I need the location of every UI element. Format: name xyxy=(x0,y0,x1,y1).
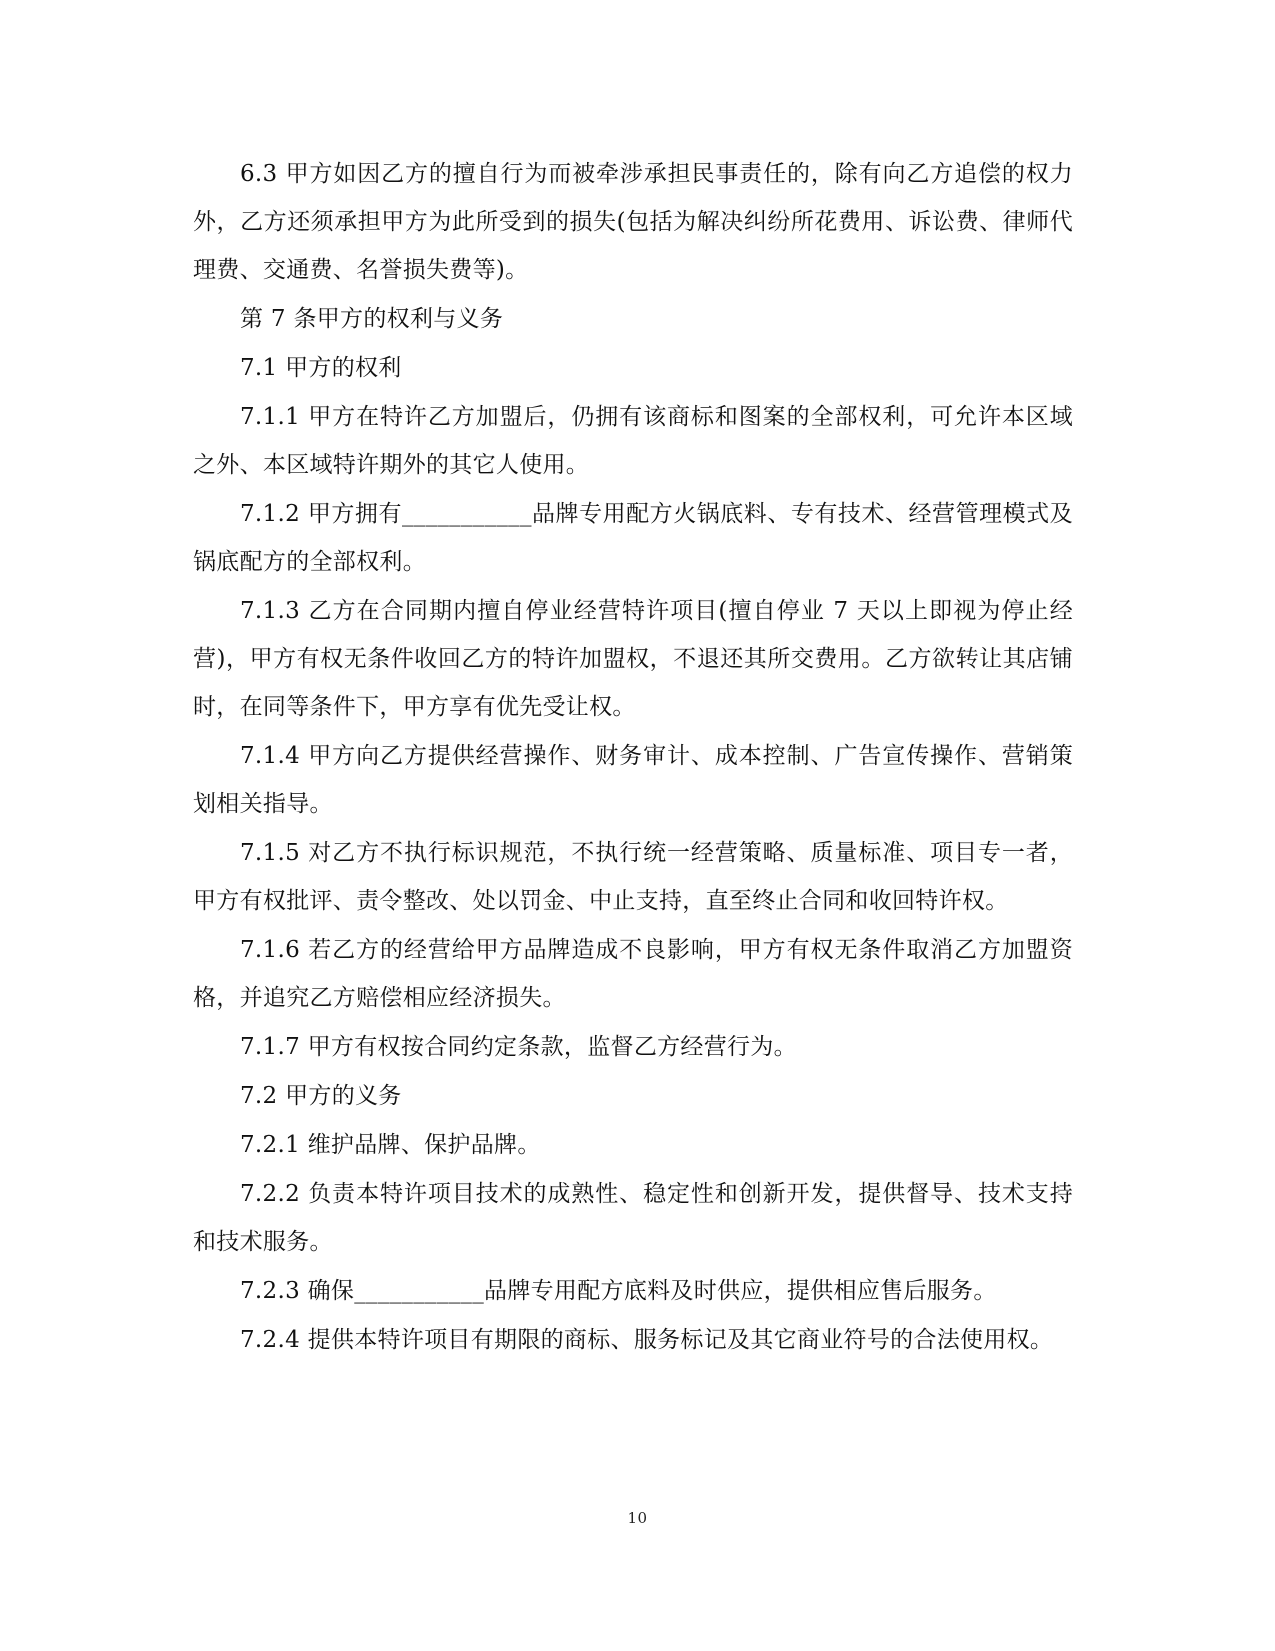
clause-7-1-1: 7.1.1 甲方在特许乙方加盟后，仍拥有该商标和图案的全部权利，可允许本区域之外、本区域特许期外的其它人使用。 xyxy=(193,404,1073,478)
page-number: 10 xyxy=(627,1509,648,1527)
document-body xyxy=(193,150,1073,1365)
clause-7-2-1: 7.2.1 维护品牌、保护品牌。 xyxy=(240,1132,541,1158)
clause-7-1-7: 7.1.7 甲方有权按合同约定条款，监督乙方经营行为。 xyxy=(240,1034,797,1060)
article-7-heading: 第 7 条甲方的权利与义务 xyxy=(240,306,504,332)
clause-7-1-4: 7.1.4 甲方向乙方提供经营操作、财务审计、成本控制、广告宣传操作、营销策划相关指导。 xyxy=(193,743,1073,817)
clause-7-2-4: 7.2.4 提供本特许项目有期限的商标、服务标记及其它商业符号的合法使用权。 xyxy=(240,1327,1054,1353)
clause-7-1-6: 7.1.6 若乙方的经营给甲方品牌造成不良影响，甲方有权无条件取消乙方加盟资格，并追究乙方赔偿相应经济损失。 xyxy=(193,937,1073,1011)
section-7-1-heading: 7.1 甲方的权利 xyxy=(240,355,402,381)
clause-7-1-3: 7.1.3 乙方在合同期内擅自停业经营特许项目(擅自停业 7 天以上即视为停止经营)，甲方有权无条件收回乙方的特许加盟权，不退还其所交费用。乙方欲转让其店铺时，在同等条件下，甲方享有优先受让权。 xyxy=(193,598,1073,720)
clause-7-1-2: 7.1.2 甲方拥有___________品牌专用配方火锅底料、专有技术、经营管理模式及锅底配方的全部权利。 xyxy=(193,501,1073,575)
clause-7-1-5: 7.1.5 对乙方不执行标识规范，不执行统一经营策略、质量标准、项目专一者，甲方有权批评、责令整改、处以罚金、中止支持，直至终止合同和收回特许权。 xyxy=(193,840,1073,914)
clause-7-2-2: 7.2.2 负责本特许项目技术的成熟性、稳定性和创新开发，提供督导、技术支持和技术服务。 xyxy=(193,1181,1073,1255)
clause-7-2-3: 7.2.3 确保___________品牌专用配方底料及时供应，提供相应售后服务。 xyxy=(240,1278,997,1304)
section-7-2-heading: 7.2 甲方的义务 xyxy=(240,1083,402,1109)
clause-6-3: 6.3 甲方如因乙方的擅自行为而被牵涉承担民事责任的，除有向乙方追偿的权力外，乙方还须承担甲方为此所受到的损失(包括为解决纠纷所花费用、诉讼费、律师代理费、交通费、名誉损失费等)。 xyxy=(193,161,1073,283)
